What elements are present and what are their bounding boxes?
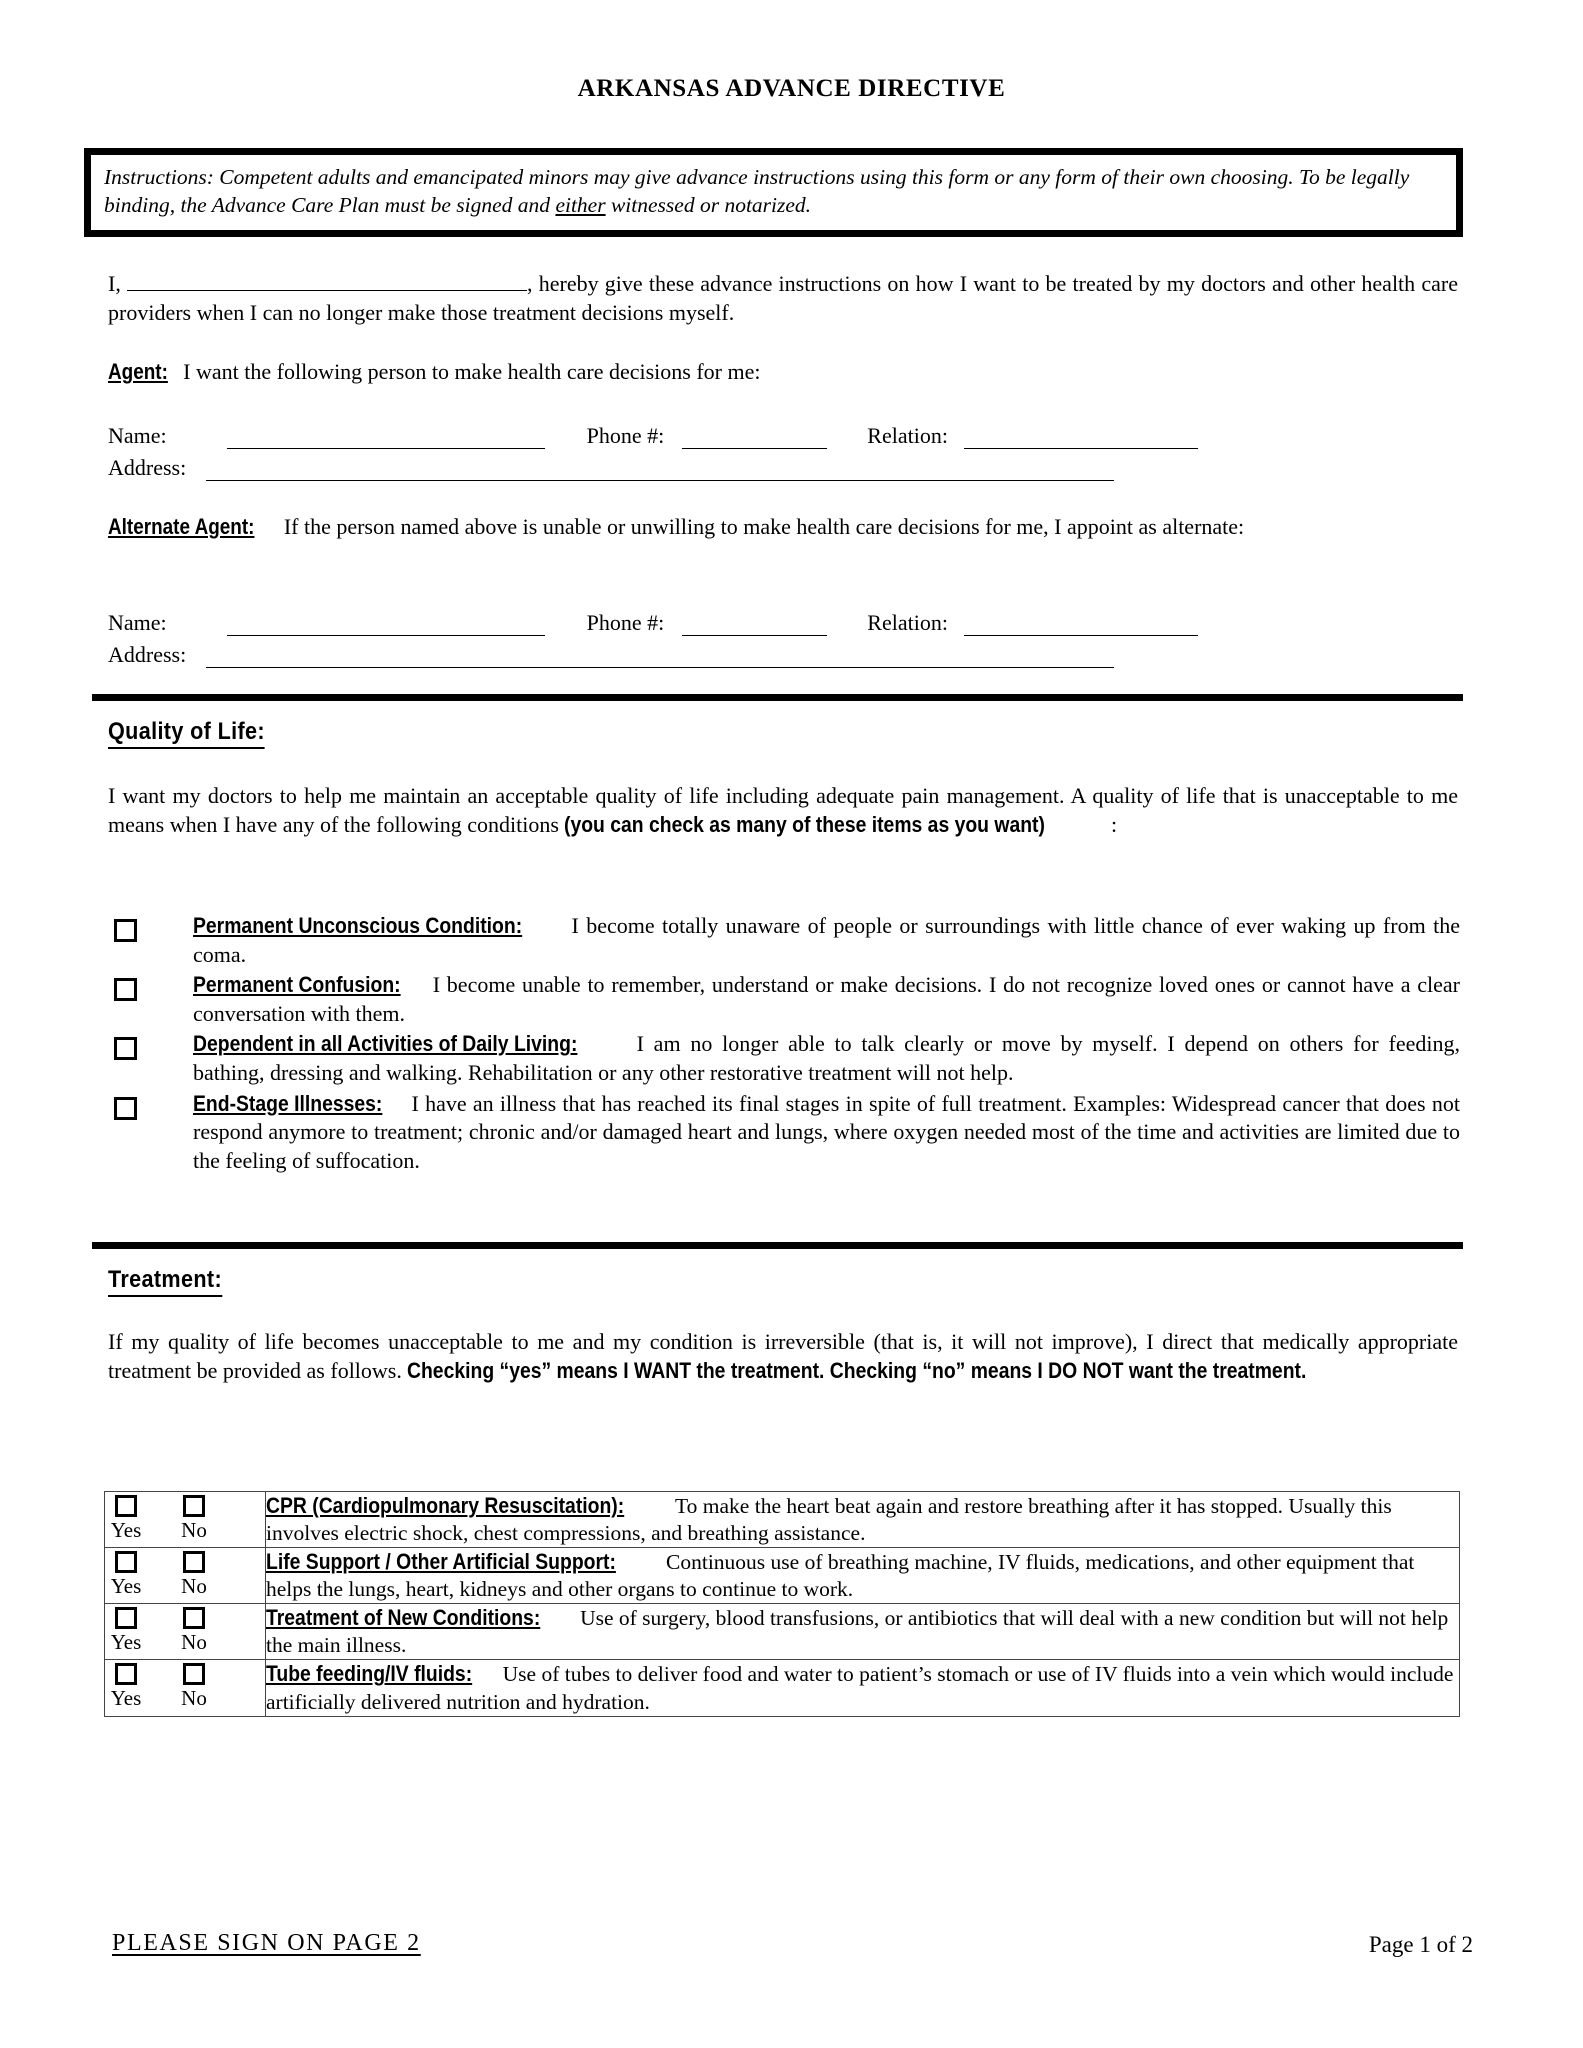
alternate-agent-phone-label: Phone #: bbox=[586, 610, 665, 635]
instructions-text bbox=[104, 164, 1444, 219]
condition-description: I become unable to remember, understand or make decisions. I do not recognize loved ones or cannot have a clear conversation with them. bbox=[193, 972, 1460, 1026]
agent-name-label: Name: bbox=[108, 423, 167, 448]
checkbox-new-conditions-no[interactable] bbox=[183, 1607, 205, 1629]
yes-label: Yes bbox=[110, 1518, 142, 1542]
section-divider-1 bbox=[92, 694, 1463, 701]
instructions-box bbox=[84, 148, 1463, 237]
checkbox-cpr-yes[interactable] bbox=[115, 1495, 137, 1517]
instructions-lead: Instructions: bbox=[104, 165, 214, 189]
condition-description: I have an illness that has reached its final stages in spite of full treatment. Examples: Widespread cancer that does not respond anymore to treatment; chronic and/or damaged heart and lungs, where oxygen needed most of the time and activities are limited due to the feeling of suffocation. bbox=[193, 1090, 1460, 1173]
checkbox-dependent-in-all-activities-of-daily-living[interactable] bbox=[114, 1037, 137, 1060]
checkbox-life-support-no[interactable] bbox=[183, 1551, 205, 1573]
table-row bbox=[105, 1548, 1460, 1604]
footer-sign-notice: PLEASE SIGN ON PAGE 2 bbox=[112, 1930, 421, 1956]
alternate-agent-name-label: Name: bbox=[108, 610, 167, 635]
condition-term: Permanent Unconscious Condition: bbox=[193, 913, 523, 938]
alternate-agent-name-row bbox=[108, 610, 1198, 636]
alternate-agent-phone-input[interactable] bbox=[682, 612, 827, 636]
checkbox-end-stage-illnesses[interactable] bbox=[114, 1097, 137, 1120]
checkbox-tube-feeding-yes[interactable] bbox=[115, 1663, 137, 1685]
treatment-term: CPR (Cardiopulmonary Resuscitation): bbox=[266, 1493, 625, 1518]
agent-phone-input[interactable] bbox=[682, 425, 827, 449]
table-row bbox=[105, 1492, 1460, 1548]
yes-label: Yes bbox=[110, 1630, 142, 1655]
treatment-description-cell bbox=[266, 1604, 1460, 1660]
yes-label: Yes bbox=[110, 1686, 142, 1711]
treatment-heading bbox=[108, 1266, 235, 1297]
no-label: No bbox=[181, 1574, 207, 1599]
no-label: No bbox=[181, 1518, 207, 1542]
yes-label: Yes bbox=[110, 1574, 142, 1599]
footer-page-number: Page 1 of 2 bbox=[1368, 1932, 1473, 1957]
list-item bbox=[108, 912, 1460, 969]
no-label: No bbox=[181, 1630, 207, 1655]
yes-no-cell bbox=[105, 1548, 266, 1604]
condition-term: End-Stage Illnesses: bbox=[193, 1090, 383, 1116]
treatment-description: Use of tubes to deliver food and water to patient’s stomach or use of IV fluids into a vein which would include artificially delivered nutrition and hydration. bbox=[266, 1662, 1454, 1714]
agent-heading-line bbox=[108, 358, 1458, 387]
agent-heading-text: I want the following person to make health care decisions for me: bbox=[177, 359, 761, 384]
quality-of-life-heading-text: Quality of Life: bbox=[108, 718, 265, 749]
qol-paragraph-emphasis: (you can check as many of these items as you want) bbox=[564, 811, 1046, 837]
condition-term: Permanent Confusion: bbox=[193, 972, 401, 998]
treatment-heading-text: Treatment: bbox=[108, 1266, 222, 1297]
instructions-body-2: witnessed or notarized. bbox=[605, 192, 812, 217]
agent-address-label: Address: bbox=[108, 455, 187, 480]
treatment-paragraph-part1: If my quality of life becomes unacceptable to me and my condition is irreversible (that is, it will not improve), I direct that medically appropriate treatment be provided as follows. bbox=[108, 1329, 1458, 1383]
agent-phone-label: Phone #: bbox=[586, 423, 665, 448]
intro-paragraph bbox=[108, 268, 1458, 327]
checkbox-life-support-yes[interactable] bbox=[115, 1551, 137, 1573]
section-divider-2 bbox=[92, 1242, 1463, 1249]
quality-of-life-heading bbox=[108, 718, 282, 749]
alternate-agent-address-row bbox=[108, 642, 1114, 668]
treatment-term: Tube feeding/IV fluids: bbox=[266, 1661, 473, 1687]
alternate-agent-heading: Alternate Agent: bbox=[108, 514, 255, 539]
treatment-description-cell bbox=[266, 1548, 1460, 1604]
checkbox-permanent-unconscious-condition[interactable] bbox=[114, 919, 137, 942]
alternate-agent-relation-input[interactable] bbox=[964, 612, 1198, 636]
yes-no-cell bbox=[105, 1660, 266, 1716]
condition-description: I am no longer able to talk clearly or move by myself. I depend on others for feeding, bathing, dressing and walking. Rehabilitation or any other restorative treatment will not help. bbox=[193, 1031, 1460, 1085]
list-item bbox=[108, 1090, 1460, 1176]
treatment-description-cell bbox=[266, 1660, 1460, 1716]
treatment-options-table bbox=[104, 1491, 1460, 1717]
agent-name-row bbox=[108, 423, 1198, 449]
alternate-agent-heading-text: If the person named above is unable or unwilling to make health care decisions for me, I appoint as alternate: bbox=[278, 514, 1245, 539]
treatment-description: Continuous use of breathing machine, IV fluids, medications, and other equipment that helps the lungs, heart, kidneys and other organs to continue to work. bbox=[266, 1550, 1415, 1602]
treatment-term: Treatment of New Conditions: bbox=[266, 1605, 541, 1631]
agent-heading: Agent: bbox=[108, 359, 168, 384]
quality-of-life-condition-list bbox=[108, 912, 1460, 1177]
instructions-either-emphasis: either bbox=[555, 192, 606, 217]
quality-of-life-paragraph bbox=[108, 782, 1458, 839]
checkbox-tube-feeding-no[interactable] bbox=[183, 1663, 205, 1685]
yes-no-cell bbox=[105, 1604, 266, 1660]
checkbox-cpr-no[interactable] bbox=[183, 1495, 205, 1517]
agent-name-input[interactable] bbox=[227, 425, 545, 449]
no-label: No bbox=[181, 1686, 207, 1711]
table-row bbox=[105, 1604, 1460, 1660]
qol-paragraph-part1: I want my doctors to help me maintain an acceptable quality of life including adequate pain management. A quality of life that is unacceptable to me means when I have any of the following conditions bbox=[108, 783, 1458, 837]
treatment-description-cell bbox=[266, 1492, 1460, 1548]
treatment-term: Life Support / Other Artificial Support: bbox=[266, 1549, 616, 1575]
agent-address-row bbox=[108, 455, 1114, 481]
agent-relation-input[interactable] bbox=[964, 425, 1198, 449]
alternate-agent-relation-label: Relation: bbox=[867, 610, 948, 635]
alternate-agent-heading-line bbox=[108, 513, 1458, 542]
qol-paragraph-part2: : bbox=[1110, 811, 1118, 837]
checkbox-new-conditions-yes[interactable] bbox=[115, 1607, 137, 1629]
instructions-body-1: Competent adults and emancipated minors may give advance instructions using this form or any form of their own choosing. To be legally binding, the Advance Care Plan must be signed and bbox=[104, 165, 1410, 217]
alternate-agent-name-input[interactable] bbox=[227, 612, 545, 636]
intro-prefix: I, bbox=[108, 271, 128, 296]
page-title: ARKANSAS ADVANCE DIRECTIVE bbox=[577, 75, 1006, 102]
alternate-agent-address-input[interactable] bbox=[206, 644, 1114, 668]
condition-term: Dependent in all Activities of Daily Living: bbox=[193, 1031, 578, 1057]
list-item bbox=[108, 1030, 1460, 1087]
declarant-name-blank[interactable] bbox=[127, 268, 527, 291]
alternate-agent-address-label: Address: bbox=[108, 642, 187, 667]
agent-address-input[interactable] bbox=[206, 457, 1114, 481]
table-row bbox=[105, 1660, 1460, 1716]
condition-description: I become totally unaware of people or surroundings with little chance of ever waking up from the coma. bbox=[193, 913, 1460, 967]
yes-no-cell bbox=[105, 1492, 266, 1548]
agent-relation-label: Relation: bbox=[867, 423, 948, 448]
treatment-paragraph-emphasis: Checking “yes” means I WANT the treatment. Checking “no” means I DO NOT want the treatment. bbox=[407, 1357, 1307, 1383]
list-item bbox=[108, 971, 1460, 1028]
treatment-description: Use of surgery, blood transfusions, or antibiotics that will deal with a new condition but will not help the main illness. bbox=[266, 1606, 1449, 1658]
treatment-description: To make the heart beat again and restore breathing after it has stopped. Usually this involves electric shock, chest compressions, and breathing assistance. bbox=[266, 1494, 1392, 1546]
treatment-paragraph bbox=[108, 1328, 1458, 1385]
intro-body: , hereby give these advance instructions on how I want to be treated by my doctors and other health care providers when I can no longer make those treatment decisions myself. bbox=[108, 271, 1458, 325]
checkbox-permanent-confusion[interactable] bbox=[114, 978, 137, 1001]
